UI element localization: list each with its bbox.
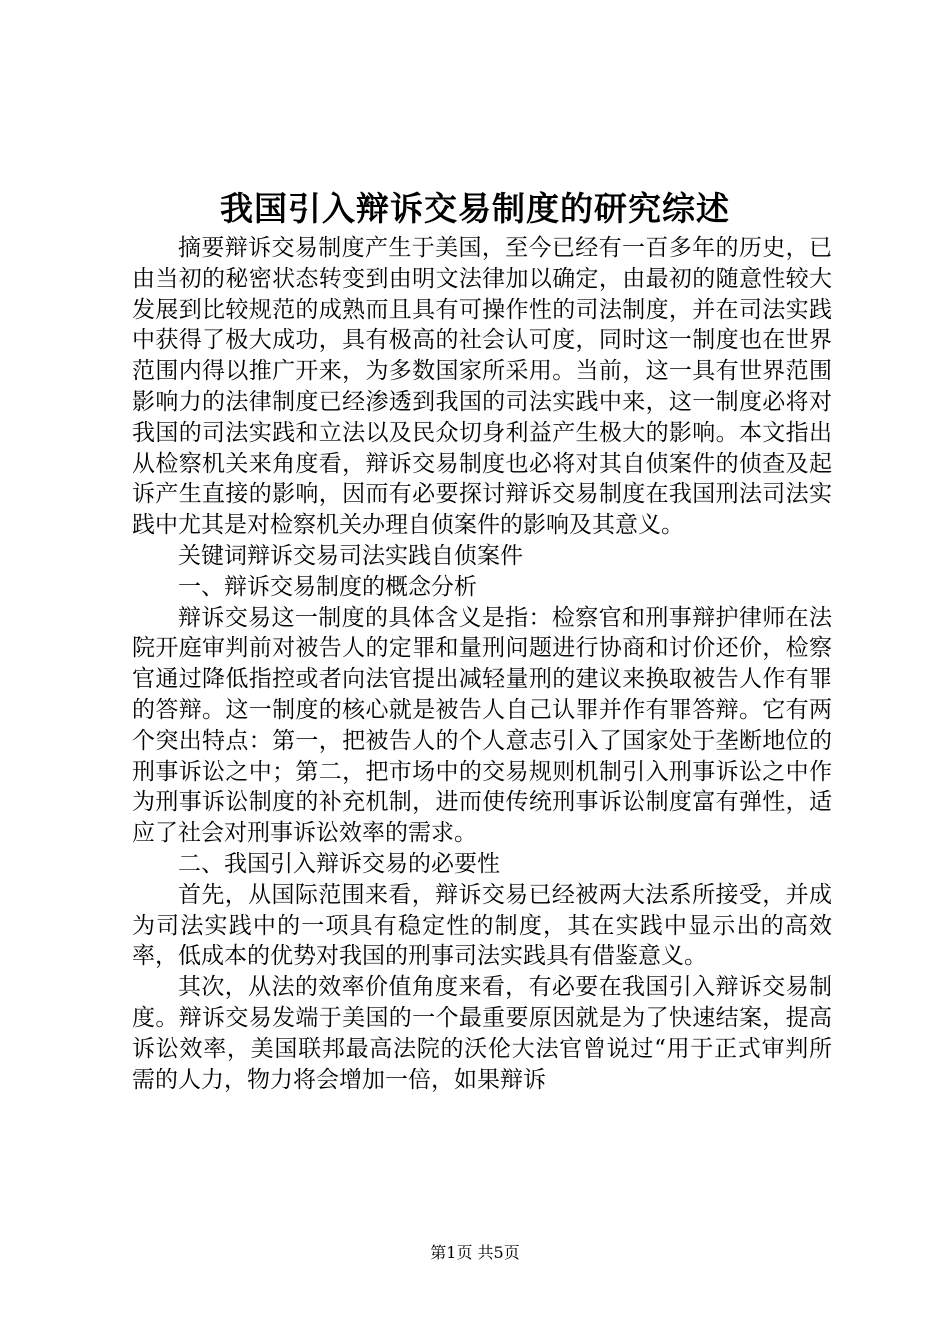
paragraph-abstract: 摘要辩诉交易制度产生于美国，至今已经有一百多年的历史，已由当初的秘密状态转变到由明文法律加以确定，由最初的随意性较大发展到比较规范的成熟而且具有可操作性的司法制度，并在司法实践中获得了极大成功，具有极高的社会认可度，同时这一制度也在世界范围内得以推广开来，为多数国家所采用。当前，这一具有世界范围影响力的法律制度已经渗透到我国的司法实践中来，这一制度必将对我国的司法实践和立法以及民众切身利益产生极大的影响。本文指出从检察机关来角度看，辩诉交易制度也必将对其自侦案件的侦查及起诉产生直接的影响，因而有必要探讨辩诉交易制度在我国刑法司法实践中尤其是对检察机关办理自侦案件的影响及其意义。 xyxy=(132,235,832,539)
section-heading-concept: 一、辩诉交易制度的概念分析 xyxy=(178,573,477,600)
paragraph-keywords: 关键词辩诉交易司法实践自侦案件 xyxy=(178,542,523,569)
paragraph-first-reason: 首先，从国际范围来看，辩诉交易已经被两大法系所接受，并成为司法实践中的一项具有稳定性的制度，其在实践中显示出的高效率，低成本的优势对我国的刑事司法实践具有借鉴意义。 xyxy=(132,881,832,970)
section-heading-necessity: 二、我国引入辩诉交易的必要性 xyxy=(178,850,500,877)
document-body xyxy=(132,233,832,1095)
paragraph-concept: 辩诉交易这一制度的具体含义是指：检察官和刑事辩护律师在法院开庭审判前对被告人的定罪和量刑问题进行协商和讨价还价，检察官通过降低指控或者向法官提出减轻量刑的建议来换取被告人作有罪的答辩。这一制度的核心就是被告人自己认罪并作有罪答辩。它有两个突出特点：第一，把被告人的个人意志引入了国家处于垄断地位的刑事诉讼之中；第二，把市场中的交易规则机制引入刑事诉讼之中作为刑事诉讼制度的补充机制，进而使传统刑事诉讼制度富有弹性，适应了社会对刑事诉讼效率的需求。 xyxy=(132,604,832,847)
paragraph-second-reason: 其次，从法的效率价值角度来看，有必要在我国引入辩诉交易制度。辩诉交易发端于美国的一个最重要原因就是为了快速结案，提高诉讼效率，美国联邦最高法院的沃伦大法官曾说过“用于正式审判所需的人力，物力将会增加一倍，如果辩诉 xyxy=(132,974,832,1093)
page-number-footer: 第1页 共5页 xyxy=(430,1243,520,1262)
document-title: 我国引入辩诉交易制度的研究综述 xyxy=(220,189,730,228)
